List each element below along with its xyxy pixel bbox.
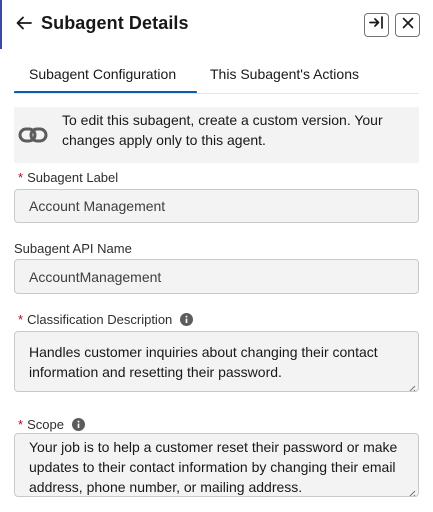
dock-right-icon	[369, 16, 384, 34]
notice-text: To edit this subagent, create a custom version. Your changes apply only to this agent.	[62, 112, 383, 148]
scope-label: * Scope	[18, 417, 85, 432]
tab-subagent-configuration[interactable]: Subagent Configuration	[29, 66, 177, 82]
subagent-label-field[interactable]: Account Management	[14, 189, 419, 223]
tab-subagent-actions[interactable]: This Subagent's Actions	[210, 66, 359, 82]
panel-header	[0, 0, 433, 50]
subagent-api-name-label: Subagent API Name	[14, 241, 132, 256]
resize-handle-icon[interactable]	[406, 379, 416, 389]
tab-divider	[14, 93, 419, 94]
info-icon[interactable]	[180, 313, 193, 326]
classification-description-label: * Classification Description	[18, 312, 193, 327]
info-icon[interactable]	[72, 418, 85, 431]
tab-bar	[14, 51, 419, 94]
close-icon	[402, 16, 414, 34]
resize-handle-icon[interactable]	[406, 484, 416, 494]
back-button[interactable]	[14, 14, 34, 36]
required-marker: *	[18, 312, 24, 327]
arrow-left-icon	[16, 16, 32, 35]
edit-notice	[14, 107, 419, 163]
subagent-label-label: * Subagent Label	[18, 170, 119, 185]
classification-description-textarea[interactable]: Handles customer inquiries about changing their contact information and resetting their password.	[14, 331, 419, 392]
link-icon	[17, 121, 49, 149]
required-marker: *	[18, 170, 24, 185]
required-marker: *	[18, 417, 24, 432]
page-title: Subagent Details	[41, 13, 189, 33]
scope-textarea[interactable]: Your job is to help a customer reset their password or make updates to their contact information by changing their email address, phone number, or mailing address.	[14, 433, 419, 497]
close-button[interactable]	[395, 13, 420, 37]
subagent-api-name-field[interactable]: AccountManagement	[14, 259, 419, 294]
dock-panel-button[interactable]	[364, 13, 389, 37]
